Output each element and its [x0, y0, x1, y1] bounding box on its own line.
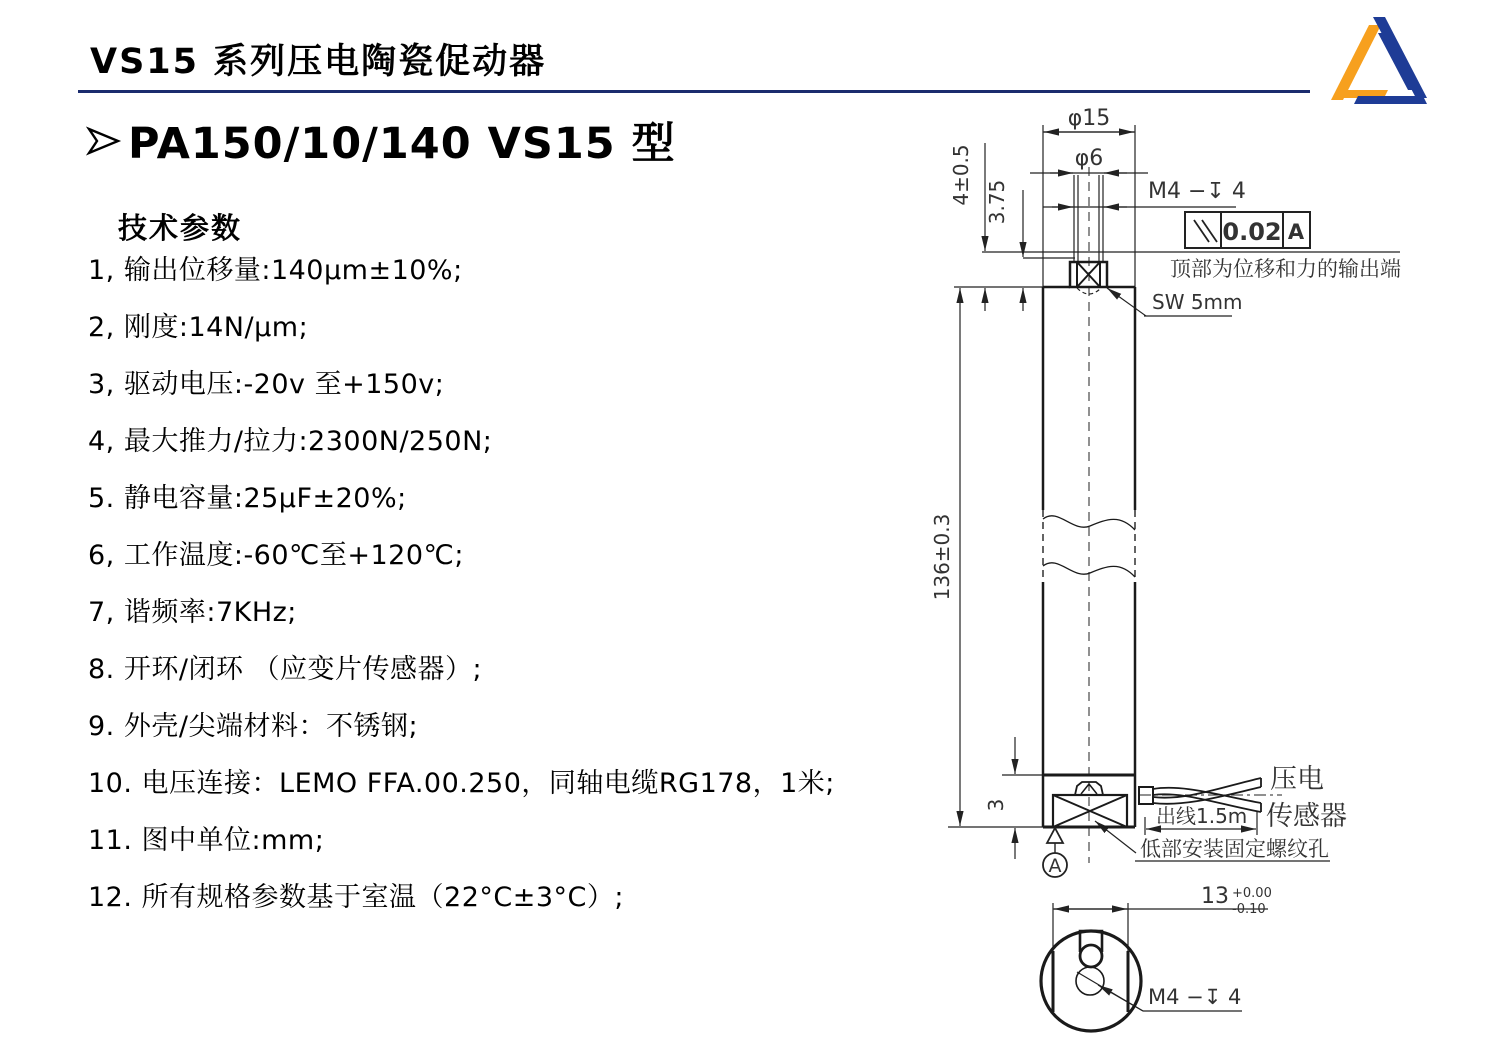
cable-note-line1: 压电: [1270, 764, 1324, 795]
dim-tip-depth-label: 3.75: [985, 179, 1009, 225]
bottom-view: [1041, 931, 1141, 1031]
spec-item: 8. 开环/闭环 （应变片传感器）;: [88, 654, 483, 685]
spec-item: 7, 谐频率:7KHz;: [88, 597, 297, 628]
arrow-bullet-icon: [86, 124, 122, 158]
dim-flat-width-label: 13: [1201, 884, 1229, 909]
flat-tol-lower: -0.10: [1232, 902, 1266, 917]
flat-tol-upper: +0.00: [1232, 886, 1272, 901]
dim-phi6-label: φ6: [1074, 146, 1104, 171]
spec-item: 11. 图中单位:mm;: [88, 825, 325, 856]
page-title: VS15 系列压电陶瓷促动器: [90, 42, 547, 82]
mounting-block: [1053, 782, 1127, 827]
dim-body-length-label: 136±0.3: [930, 513, 954, 601]
dim-phi15-label: φ15: [1067, 106, 1111, 131]
top-note: 顶部为位移和力的输出端: [1170, 257, 1401, 281]
spec-item: 10. 电压连接：LEMO FFA.00.250，同轴电缆RG178，1米;: [88, 768, 835, 799]
company-logo: [1328, 16, 1428, 104]
spec-item: 2, 刚度:14N/μm;: [88, 312, 309, 343]
spec-item: 9. 外壳/尖端材料：不锈钢;: [88, 711, 419, 742]
bottom-note: 低部安装固定螺纹孔: [1140, 837, 1329, 861]
spec-item: 3, 驱动电压:-20v 至+150v;: [88, 369, 445, 400]
dim-base-height-label: 3: [984, 798, 1008, 812]
thread-top-label: M4 −↧ 4: [1148, 179, 1246, 204]
spec-list: [88, 242, 858, 926]
cable-note-line2: 传感器: [1266, 801, 1347, 832]
logo-orange-band: [1331, 25, 1381, 100]
spec-item: 12. 所有规格参数基于室温（22°C±3°C）;: [88, 882, 624, 913]
fcf-tolerance-value: 0.02: [1222, 218, 1282, 246]
model-heading: [86, 110, 676, 171]
fcf-datum-letter: A: [1287, 220, 1305, 244]
section-title: 技术参数: [118, 211, 243, 245]
model-heading-text: PA150/10/140 VS15 型: [128, 119, 676, 169]
thread-bottom-label: M4 −↧ 4: [1148, 985, 1242, 1009]
dim-tip-height-label: 4±0.5: [949, 144, 973, 206]
spec-item: 4, 最大推力/拉力:2300N/250N;: [88, 426, 493, 457]
spec-item: 1, 输出位移量:140μm±10%;: [88, 255, 463, 286]
title-divider: [78, 90, 1310, 93]
logo-blue-right: [1373, 17, 1427, 98]
technical-drawing: [930, 95, 1470, 1055]
spec-item: 6, 工作温度:-60℃至+120℃;: [88, 540, 464, 571]
wrench-flat-label: SW 5mm: [1152, 290, 1243, 314]
cable-length-label: 出线1.5m: [1156, 804, 1248, 828]
spec-item: 5. 静电容量:25μF±20%;: [88, 483, 407, 514]
datum-letter: A: [1048, 855, 1062, 877]
